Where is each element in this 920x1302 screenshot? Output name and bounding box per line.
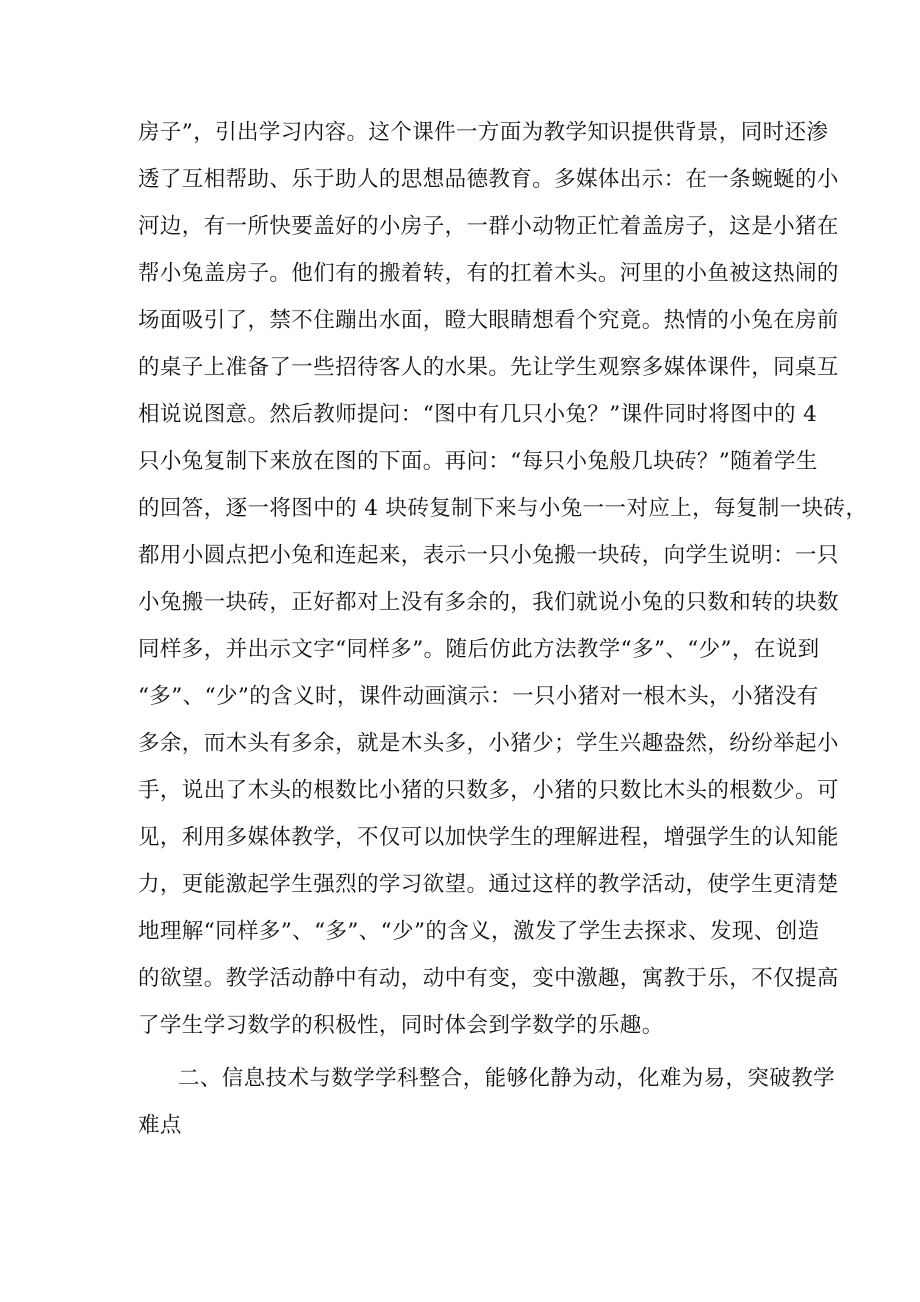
paragraph-line: “多”、“少”的含义时，课件动画演示：一只小猪对一根木头，小猪没有 <box>138 684 819 709</box>
paragraph-line: 力，更能激起学生强烈的学习欲望。通过这样的教学活动，使学生更清楚 <box>138 872 839 897</box>
paragraph-line: 房子”，引出学习内容。这个课件一方面为教学知识提供背景，同时还渗 <box>138 120 829 145</box>
paragraph-line: 手，说出了木头的根数比小猪的只数多，小猪的只数比木头的根数少。可 <box>138 778 839 803</box>
paragraph-line: 都用小圆点把小兔和连起来，表示一只小兔搬一块砖，向学生说明：一只 <box>138 543 839 568</box>
paragraph-line: 地理解“同样多”、“多”、“少”的含义，激发了学生去探求、发现、创造 <box>138 919 820 944</box>
section-heading-line: 难点 <box>138 1113 182 1138</box>
paragraph-line: 了学生学习数学的积极性，同时体会到学数学的乐趣。 <box>138 1013 664 1038</box>
paragraph-line: 河边，有一所快要盖好的小房子，一群小动物正忙着盖房子，这是小猪在 <box>138 214 839 239</box>
paragraph-line: 的回答，逐一将图中的 4 块砖复制下来与小兔一一对应上，每复制一块砖， <box>138 496 868 521</box>
paragraph-line: 多余，而木头有多余，就是木头多，小猪少；学生兴趣盎然，纷纷举起小 <box>138 731 839 756</box>
paragraph-line: 只小兔复制下来放在图的下面。再问：“每只小兔般几块砖？”随着学生 <box>138 449 818 474</box>
paragraph-line: 小兔搬一块砖，正好都对上没有多余的，我们就说小兔的只数和转的块数 <box>138 590 839 615</box>
paragraph-line: 帮小兔盖房子。他们有的搬着转，有的扛着木头。河里的小鱼被这热闹的 <box>138 261 839 286</box>
paragraph-line: 见，利用多媒体教学，不仅可以加快学生的理解进程，增强学生的认知能 <box>138 825 839 850</box>
paragraph-line: 场面吸引了，禁不住蹦出水面，瞪大眼睛想看个究竟。热情的小兔在房前 <box>138 308 839 333</box>
paragraph-line: 的欲望。教学活动静中有动，动中有变，变中激趣，寓教于乐，不仅提高 <box>138 966 839 991</box>
paragraph-line: 透了互相帮助、乐于助人的思想品德教育。多媒体出示：在一条蜿蜒的小 <box>138 167 839 192</box>
paragraph-line: 相说说图意。然后教师提问：“图中有几只小兔？”课件同时将图中的 4 <box>138 402 818 427</box>
paragraph-line: 的桌子上准备了一些招待客人的水果。先让学生观察多媒体课件，同桌互 <box>138 355 839 380</box>
section-heading-line: 二、信息技术与数学学科整合，能够化静为动，化难为易，突破教学 <box>178 1066 836 1091</box>
paragraph-line: 同样多，并出示文字“同样多”。随后仿此方法教学“多”、“少”，在说到 <box>138 637 820 662</box>
body-text <box>138 118 868 1158</box>
